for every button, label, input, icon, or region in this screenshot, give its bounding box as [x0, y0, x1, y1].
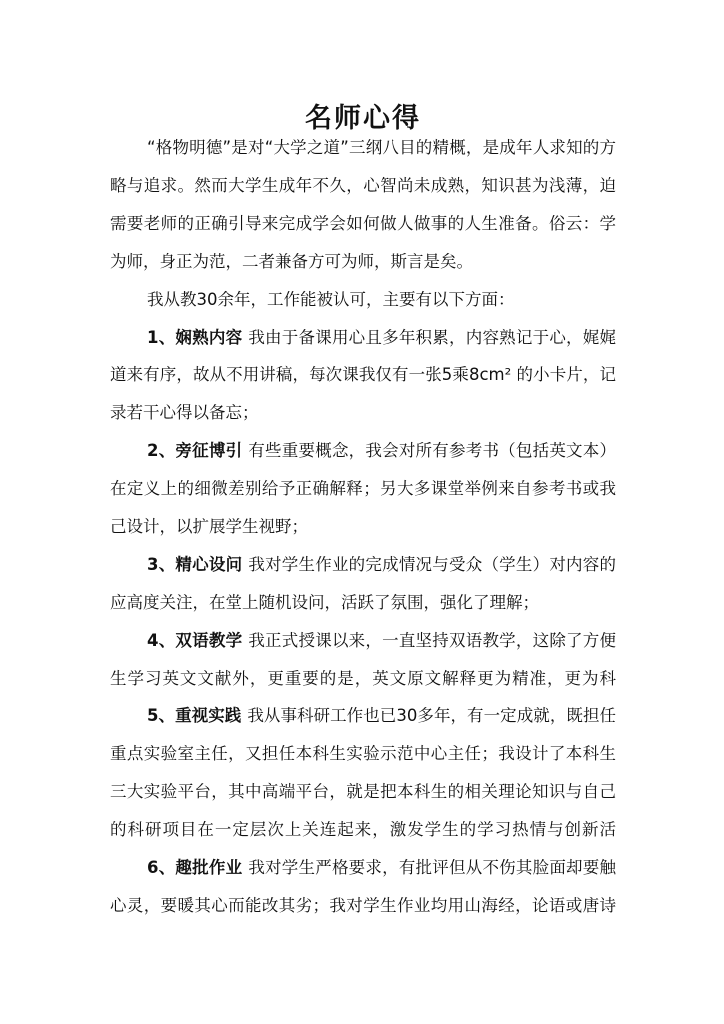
- paragraph-line: [110, 704, 616, 728]
- line-text: 应高度关注，在堂上随机设问，活跃了氛围，强化了理解；: [110, 593, 539, 612]
- paragraph-line: [110, 439, 616, 463]
- paragraph-line: [110, 363, 616, 387]
- line-text: 三大实验平台，其中高端平台，就是把本科生的相关理论知识与自己: [110, 782, 616, 801]
- paragraph-line: [110, 401, 616, 425]
- paragraph-line: [110, 894, 616, 918]
- item-heading: 4、双语教学: [147, 631, 243, 650]
- line-text: 需要老师的正确引导来完成学会如何做人做事的人生准备。俗云：学: [110, 214, 616, 233]
- item-heading: 1、娴熟内容: [147, 328, 243, 347]
- paragraph-line: [110, 174, 616, 198]
- line-text: 己设计，以扩展学生视野；: [110, 517, 308, 536]
- line-text: 重点实验室主任，又担任本科生实验示范中心主任；我设计了本科生: [110, 744, 616, 763]
- paragraph-line: [110, 856, 616, 880]
- paragraph-line: [110, 326, 616, 350]
- item-heading: 2、旁征博引: [147, 441, 243, 460]
- line-text: 我对学生作业的完成情况与受众（学生）对内容的: [248, 555, 616, 574]
- paragraph-line: [110, 288, 616, 312]
- line-text: 有些重要概念，我会对所有参考书（包括英文本）: [248, 441, 616, 460]
- paragraph-line: [110, 136, 616, 160]
- page-title: 名师心得: [305, 103, 421, 134]
- item-heading: 3、精心设问: [147, 555, 243, 574]
- paragraph-line: [110, 629, 616, 653]
- line-text: 我对学生严格要求，有批评但从不伤其脸面却要触: [248, 858, 616, 877]
- paragraph-line: [110, 553, 616, 577]
- line-text: “格物明德”是对“大学之道”三纲八目的精概，是成年人求知的方: [147, 138, 616, 157]
- paragraph-line: [110, 212, 616, 236]
- line-text: 我正式授课以来，一直坚持双语教学，这除了方便: [248, 631, 616, 650]
- paragraph-line: [110, 667, 616, 691]
- paragraph-line: [110, 780, 616, 804]
- paragraph-line: [110, 818, 616, 842]
- line-text: 我从教30余年，工作能被认可，主要有以下方面：: [147, 290, 515, 309]
- line-text: 的科研项目在一定层次上关连起来，激发学生的学习热情与创新活: [110, 820, 616, 839]
- item-heading: 6、趣批作业: [147, 858, 243, 877]
- paragraph-line: [110, 515, 616, 539]
- paragraph-line: [110, 591, 616, 615]
- paragraph-line: [110, 250, 616, 274]
- line-text: 在定义上的细微差别给予正确解释；另大多课堂举例来自参考书或我: [110, 479, 616, 498]
- paragraph-line: [110, 477, 616, 501]
- line-text: 心灵，要暖其心而能改其劣；我对学生作业均用山海经，论语或唐诗: [110, 896, 616, 915]
- line-text: 我从事科研工作也已30多年，有一定成就，既担任: [247, 706, 616, 725]
- line-text: 录若干心得以备忘；: [110, 403, 259, 422]
- line-text: 我由于备课用心且多年积累，内容熟记于心，娓娓: [248, 328, 616, 347]
- paragraph-line: [110, 742, 616, 766]
- line-text: 为师，身正为范，二者兼备方可为师，斯言是矣。: [110, 252, 473, 271]
- line-text: 道来有序，故从不用讲稿，每次课我仅有一张5乘8cm² 的小卡片，记: [110, 365, 616, 384]
- line-text: 略与追求。然而大学生成年不久，心智尚未成熟，知识甚为浅薄，迫: [110, 176, 616, 195]
- line-text: 生学习英文文献外，更重要的是，英文原文解释更为精准，更为科: [110, 669, 616, 688]
- item-heading: 5、重视实践: [147, 706, 242, 725]
